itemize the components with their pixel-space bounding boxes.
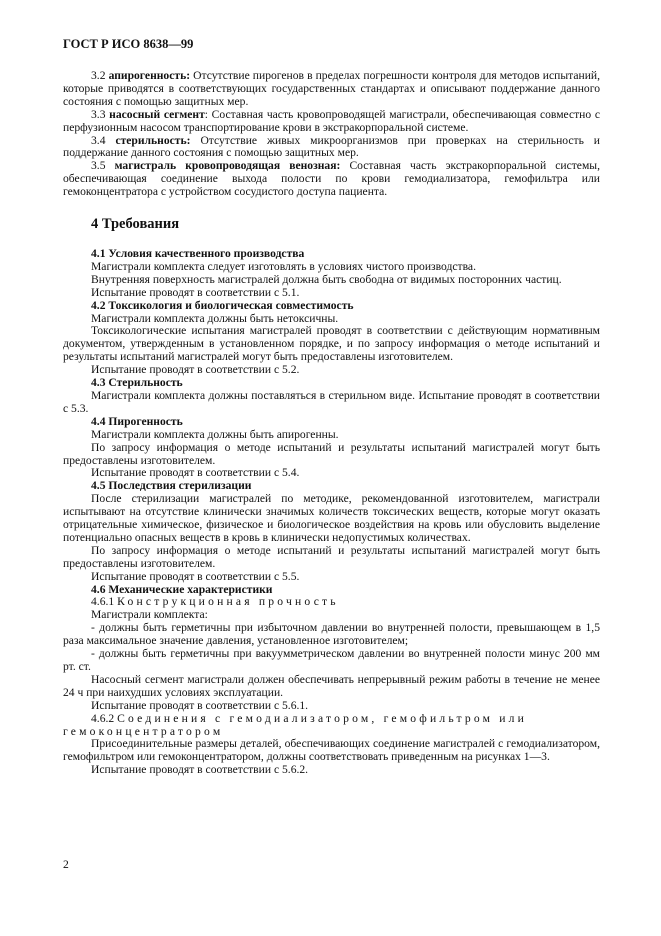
def-num: 3.2 xyxy=(91,69,106,82)
subsection-heading: 4.1 Условия качественного производства xyxy=(91,247,305,260)
subsection-heading: 4.4 Пирогенность xyxy=(91,414,183,428)
paragraph: - должны быть герметичны при вакуумметрическом давлении во внутренней полости минус 200 мм рт. ст. xyxy=(63,647,600,673)
def-text: Отсутствие пирогенов в пределах погрешности контроля для методов испытаний, которые приводятся в соответствующих государственных стандартах и описывают поддержание данного состояния с помощью защитных мер. xyxy=(63,69,600,108)
subsubsection-title: Конструкционная прочность xyxy=(117,595,339,609)
paragraph: - должны быть герметичны при избыточном давлении во внутренней полости, превышающем в 1,5 раза максимальное значение давления, установленное изготовителем; xyxy=(63,621,600,648)
def-num: 3.3 xyxy=(91,107,106,121)
paragraph: Испытание проводят в соответствии с 5.2. xyxy=(91,363,300,377)
paragraph: Испытание проводят в соответствии с 5.6.2. xyxy=(91,763,309,777)
paragraph: Испытание проводят в соответствии с 5.1. xyxy=(91,285,300,299)
subsubsection-title: Соединения с гемодиализатором, гемофильтром или гемоконцентратором xyxy=(63,711,528,738)
def-text: : Составная часть кровопроводящей магистрали, обеспечивающая совместно с перфузионным насосом транспортирование крови в экстракорпоральной системе. xyxy=(63,107,600,134)
paragraph: Магистрали комплекта должны быть апирогенны. xyxy=(91,427,339,441)
requirements-block xyxy=(63,248,600,777)
def-text: Отсутствие живых микроорганизмов при проверках на стерильность и поддержание данного состояния с помощью защитных мер. xyxy=(63,133,601,160)
definition-3-3 xyxy=(63,109,600,135)
def-term: магистраль кровопроводящая венозная: xyxy=(114,159,341,173)
definition-3-4 xyxy=(63,135,600,161)
paragraph: Магистрали комплекта должны поставляться в стерильном виде. Испытание проводят в соответствии с 5.3. xyxy=(63,388,600,415)
paragraph: Насосный сегмент магистрали должен обеспечивать непрерывный режим работы в течение не менее 24 ч при наихудших условиях эксплуатации. xyxy=(63,672,600,699)
subsubsection-number: 4.6.1 xyxy=(91,595,115,609)
definitions-block xyxy=(63,70,600,199)
subsubsection-number: 4.6.2 xyxy=(91,711,115,725)
def-num: 3.5 xyxy=(91,159,106,173)
section-title: 4 Требования xyxy=(91,216,180,232)
subsection-heading: 4.3 Стерильность xyxy=(91,376,183,390)
paragraph: Магистрали комплекта следует изготовлять в условиях чистого производства. xyxy=(91,259,476,273)
paragraph: Испытание проводят в соответствии с 5.4. xyxy=(91,466,300,480)
def-term: насосный сегмент xyxy=(109,107,205,121)
paragraph: Магистрали комплекта: xyxy=(91,608,208,622)
paragraph: После стерилизации магистралей по методике, рекомендованной изготовителем, магистрали испытывают на отсутствие клинически значимых количеств токсических веществ, которые могут оказать отрицательные химическое, физическое и биологическое воздействия на кровь или обусловить выделение потенциально опасных веществ в кровь в клинически недопустимых количествах. xyxy=(63,492,600,544)
def-term: апирогенность: xyxy=(108,69,191,82)
paragraph: Внутренняя поверхность магистралей должна быть свободна от видимых посторонних частиц. xyxy=(91,272,562,286)
def-text: Составная часть экстракорпоральной системы, обеспечивающая соединение выхода полости по крови гемодиализатора, гемофильтра или гемоконцентратора с устройством сосудистого доступа пациента. xyxy=(63,159,600,199)
paragraph: Испытание проводят в соответствии с 5.6.1. xyxy=(91,698,309,712)
subsubsection-heading xyxy=(63,713,600,739)
subsection-heading: 4.6 Механические характеристики xyxy=(91,582,273,596)
definition-3-5 xyxy=(63,160,600,199)
subsection-heading: 4.2 Токсикология и биологическая совместимость xyxy=(91,298,354,312)
def-num: 3.4 xyxy=(91,133,106,147)
paragraph: Токсикологические испытания магистралей проводят в соответствии с действующим нормативным документом, утвержденным в установленном порядке, и по запросу информация о методе испытаний и результаты испытаний магистралей могут быть предоставлены изготовителем. xyxy=(63,324,600,364)
paragraph: Магистрали комплекта должны быть нетоксичны. xyxy=(91,311,339,325)
paragraph: По запросу информация о методе испытаний и результаты испытаний магистралей могут быть предоставлены изготовителем. xyxy=(63,440,600,467)
def-term: стерильность: xyxy=(115,133,191,147)
document-header: ГОСТ Р ИСО 8638—99 xyxy=(63,37,194,51)
definition-3-2 xyxy=(63,70,600,109)
paragraph: Присоединительные размеры деталей, обеспечивающих соединение магистралей с гемодиализатором, гемофильтром или гемоконцентратором, должны соответствовать приведенным на рисунках 1—3. xyxy=(63,737,600,764)
paragraph: По запросу информация о методе испытаний и результаты испытаний магистралей могут быть предоставлены изготовителем. xyxy=(63,543,600,570)
subsection-heading: 4.5 Последствия стерилизации xyxy=(91,479,252,493)
page-number: 2 xyxy=(63,858,69,871)
paragraph: Испытание проводят в соответствии с 5.5. xyxy=(91,569,300,583)
